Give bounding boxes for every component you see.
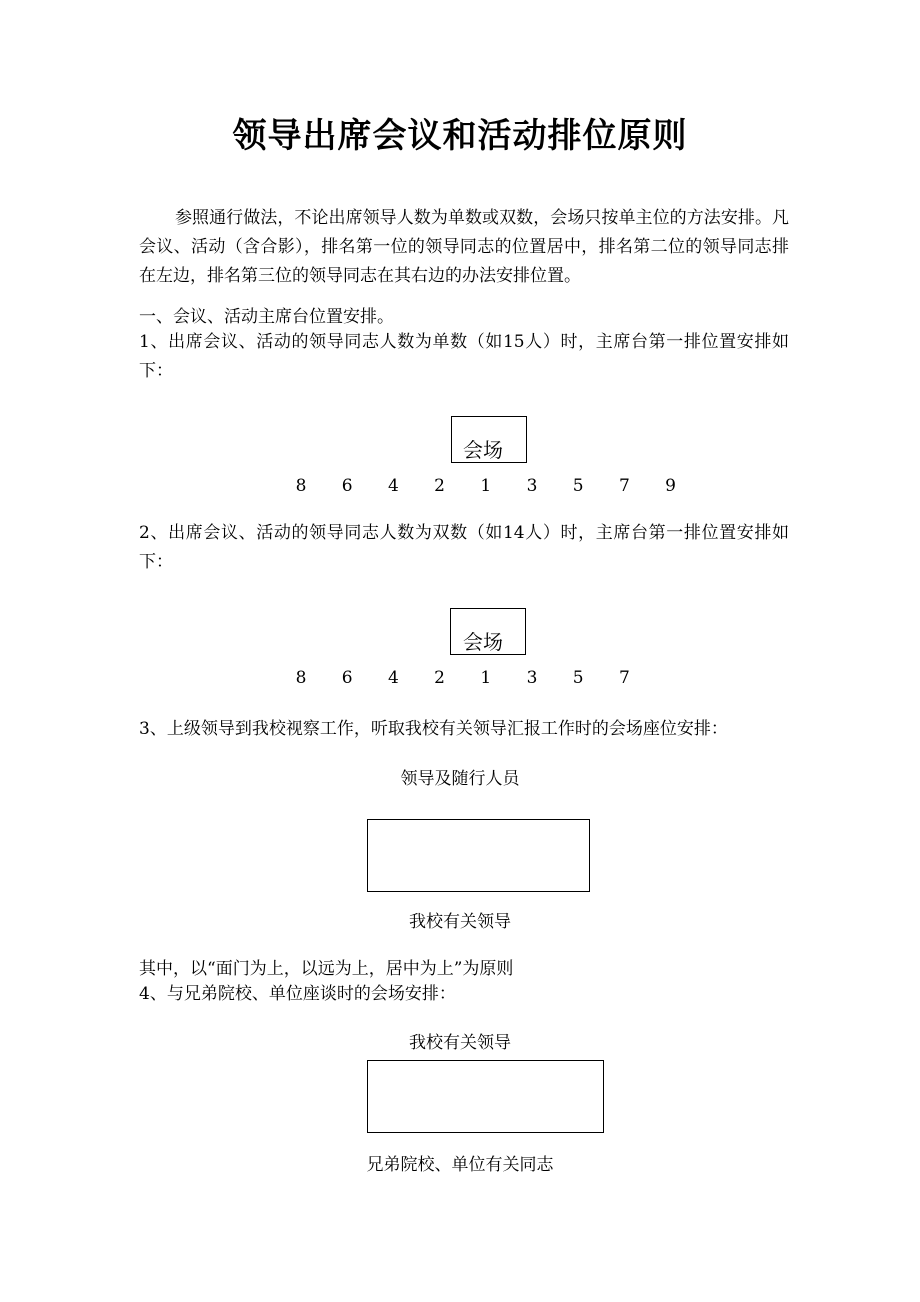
venue-box-2 (450, 608, 526, 655)
principle-text: 其中，以“面门为上，以远为上，居中为上”为原则 (139, 959, 514, 979)
item-4-text: 4、与兄弟院校、单位座谈时的会场安排： (139, 984, 456, 1004)
intro-paragraph: 参照通行做法，不论出席领导人数为单数或双数，会场只按单主位的方法安排。凡会议、活动（含合影），排名第一位的领导同志的位置居中，排名第二位的领导同志排在左边，排名第三位的领导同志在其右边的办法安排位置。 (139, 208, 789, 286)
row1-seat-9: 9 (665, 476, 676, 496)
row1-seat-4: 4 (387, 476, 399, 496)
row2-seat-4: 4 (387, 668, 399, 688)
row1-seat-3: 3 (526, 476, 538, 496)
row2-seat-3: 3 (526, 668, 538, 688)
row1-seat-5: 5 (572, 476, 584, 496)
row2-seat-2: 2 (434, 668, 445, 688)
venue-label-2: 会场 (463, 630, 503, 654)
row2-seat-1: 1 (480, 668, 492, 688)
row2-seat-5: 5 (572, 668, 584, 688)
row2-seat-8: 8 (295, 668, 307, 688)
item-1-text: 1、出席会议、活动的领导同志人数为单数（如15人）时，主席台第一排位置安排如下： (139, 332, 789, 381)
diagram-4-top-label: 我校有关领导 (409, 1033, 511, 1053)
diagram-4-bottom-label: 兄弟院校、单位有关同志 (366, 1155, 554, 1175)
item-3-text: 3、上级领导到我校视察工作，听取我校有关领导汇报工作时的会场座位安排： (139, 719, 728, 739)
row1-seat-1: 1 (480, 476, 492, 496)
diagram-3-top-label: 领导及随行人员 (400, 769, 520, 789)
row2-seat-6: 6 (341, 668, 353, 688)
meeting-table-3 (367, 819, 590, 892)
section-heading: 一、会议、活动主席台位置安排。 (139, 307, 394, 327)
venue-box-1 (451, 416, 527, 463)
meeting-table-4 (367, 1060, 604, 1133)
item-2-text: 2、出席会议、活动的领导同志人数为双数（如14人）时，主席台第一排位置安排如下： (139, 523, 789, 572)
venue-label-1: 会场 (463, 438, 503, 462)
row1-seat-2: 2 (434, 476, 445, 496)
diagram-3-bottom-label: 我校有关领导 (409, 912, 511, 932)
row1-seat-6: 6 (341, 476, 353, 496)
page-title: 领导出席会议和活动排位原则 (232, 116, 688, 156)
row1-seat-8: 8 (295, 476, 307, 496)
row1-seat-7: 7 (618, 476, 630, 496)
row2-seat-7: 7 (618, 668, 630, 688)
